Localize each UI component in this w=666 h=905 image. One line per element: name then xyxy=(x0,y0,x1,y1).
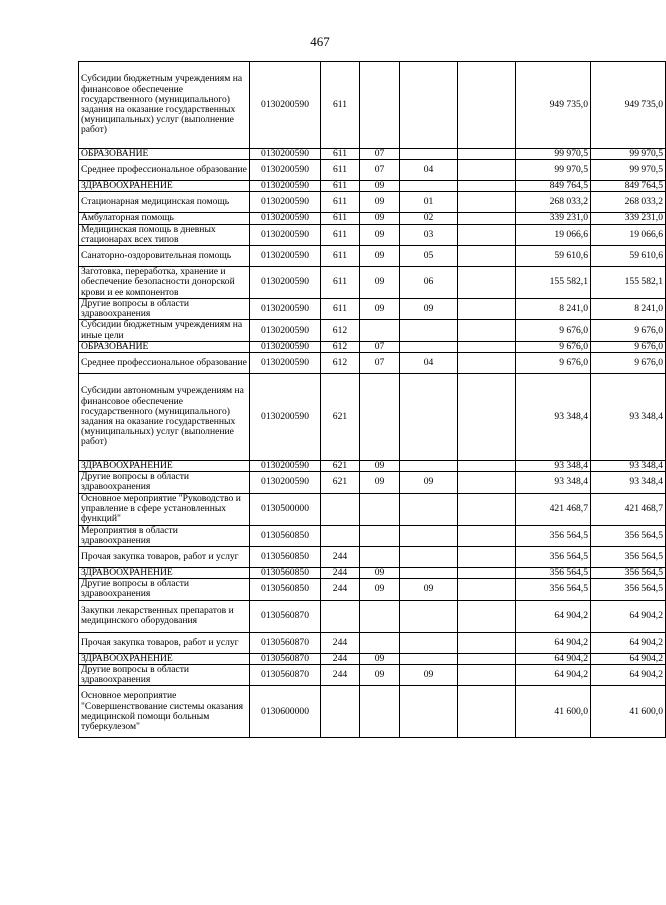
row-target-code: 0130560850 xyxy=(250,525,321,546)
row-name: Стационарная медицинская помощь xyxy=(79,192,250,213)
row-name: Основное мероприятие "Совершенствование системы оказания медицинской помощи больным туберкулезом" xyxy=(79,686,250,738)
table-row xyxy=(79,341,666,352)
table-row xyxy=(79,600,666,632)
row-target-code: 0130200590 xyxy=(250,341,321,352)
row-name: Субсидии бюджетным учреждениям на финансовое обеспечение государственного (муниципального) задания на оказание государственных (муниципальных) услуг (выполнение работ) xyxy=(79,62,250,149)
row-name: Среднее профессиональное образование xyxy=(79,353,250,374)
row-section: 07 xyxy=(360,160,400,181)
row-subsection: 06 xyxy=(400,267,458,299)
row-expense-type: 244 xyxy=(321,653,360,664)
row-amount-2: 93 348,4 xyxy=(591,374,666,461)
row-section: 09 xyxy=(360,213,400,224)
row-amount-1: 64 904,2 xyxy=(516,632,591,653)
row-expense-type: 612 xyxy=(321,353,360,374)
row-name: ЗДРАВООХРАНЕНИЕ xyxy=(79,653,250,664)
row-section: 09 xyxy=(360,192,400,213)
row-amount-1: 356 564,5 xyxy=(516,525,591,546)
row-expense-type: 244 xyxy=(321,664,360,685)
row-amount-2: 356 564,5 xyxy=(591,568,666,579)
row-section: 09 xyxy=(360,461,400,472)
row-name: Закупки лекарственных препаратов и медицинского оборудования xyxy=(79,600,250,632)
row-section: 07 xyxy=(360,341,400,352)
row-empty-cell xyxy=(458,686,516,738)
row-amount-1: 99 970,5 xyxy=(516,149,591,160)
row-target-code: 0130200590 xyxy=(250,224,321,245)
table-row xyxy=(79,493,666,525)
row-subsection xyxy=(400,525,458,546)
table-row xyxy=(79,525,666,546)
row-amount-2: 339 231,0 xyxy=(591,213,666,224)
row-subsection xyxy=(400,149,458,160)
table-row xyxy=(79,181,666,192)
row-section: 09 xyxy=(360,246,400,267)
table-body xyxy=(79,62,666,738)
row-section xyxy=(360,686,400,738)
row-target-code: 0130560870 xyxy=(250,664,321,685)
row-subsection xyxy=(400,461,458,472)
row-section: 09 xyxy=(360,181,400,192)
row-name: Другие вопросы в области здравоохранения xyxy=(79,472,250,493)
row-name: Прочая закупка товаров, работ и услуг xyxy=(79,547,250,568)
row-amount-1: 356 564,5 xyxy=(516,547,591,568)
row-subsection: 04 xyxy=(400,160,458,181)
row-expense-type: 611 xyxy=(321,299,360,320)
row-section: 09 xyxy=(360,653,400,664)
row-empty-cell xyxy=(458,149,516,160)
row-amount-1: 356 564,5 xyxy=(516,579,591,600)
row-target-code: 0130560850 xyxy=(250,547,321,568)
row-amount-1: 59 610,6 xyxy=(516,246,591,267)
row-amount-2: 59 610,6 xyxy=(591,246,666,267)
row-target-code: 0130560870 xyxy=(250,632,321,653)
row-amount-2: 64 904,2 xyxy=(591,653,666,664)
row-name: Прочая закупка товаров, работ и услуг xyxy=(79,632,250,653)
row-name: ЗДРАВООХРАНЕНИЕ xyxy=(79,461,250,472)
row-name: ЗДРАВООХРАНЕНИЕ xyxy=(79,181,250,192)
row-amount-2: 155 582,1 xyxy=(591,267,666,299)
table-row xyxy=(79,547,666,568)
row-amount-1: 155 582,1 xyxy=(516,267,591,299)
row-target-code: 0130200590 xyxy=(250,149,321,160)
row-amount-1: 64 904,2 xyxy=(516,664,591,685)
row-empty-cell xyxy=(458,579,516,600)
row-empty-cell xyxy=(458,267,516,299)
row-expense-type: 244 xyxy=(321,632,360,653)
row-target-code: 0130200590 xyxy=(250,472,321,493)
row-subsection xyxy=(400,547,458,568)
row-amount-2: 421 468,7 xyxy=(591,493,666,525)
row-expense-type: 612 xyxy=(321,320,360,341)
row-name: Основное мероприятие "Руководство и управление в сфере установленных функций" xyxy=(79,493,250,525)
row-expense-type: 611 xyxy=(321,181,360,192)
row-section: 09 xyxy=(360,267,400,299)
row-amount-2: 64 904,2 xyxy=(591,664,666,685)
row-expense-type xyxy=(321,493,360,525)
table-row xyxy=(79,374,666,461)
table-row xyxy=(79,579,666,600)
row-empty-cell xyxy=(458,653,516,664)
row-subsection: 09 xyxy=(400,299,458,320)
row-expense-type: 611 xyxy=(321,224,360,245)
row-amount-1: 339 231,0 xyxy=(516,213,591,224)
row-expense-type: 611 xyxy=(321,62,360,149)
row-subsection xyxy=(400,653,458,664)
row-target-code: 0130200590 xyxy=(250,62,321,149)
row-target-code: 0130200590 xyxy=(250,246,321,267)
row-empty-cell xyxy=(458,181,516,192)
row-empty-cell xyxy=(458,353,516,374)
row-target-code: 0130200590 xyxy=(250,181,321,192)
row-section: 09 xyxy=(360,299,400,320)
table-row xyxy=(79,62,666,149)
row-subsection: 04 xyxy=(400,353,458,374)
row-amount-1: 9 676,0 xyxy=(516,341,591,352)
table-row xyxy=(79,320,666,341)
row-empty-cell xyxy=(458,62,516,149)
row-amount-2: 9 676,0 xyxy=(591,353,666,374)
row-amount-1: 41 600,0 xyxy=(516,686,591,738)
row-name: Заготовка, переработка, хранение и обеспечение безопасности донорской крови и ее компонентов xyxy=(79,267,250,299)
row-target-code: 0130200590 xyxy=(250,461,321,472)
row-target-code: 0130560850 xyxy=(250,568,321,579)
row-empty-cell xyxy=(458,600,516,632)
page-number: 467 xyxy=(310,34,330,49)
row-subsection xyxy=(400,341,458,352)
row-section: 09 xyxy=(360,472,400,493)
row-subsection: 09 xyxy=(400,579,458,600)
row-section xyxy=(360,374,400,461)
row-empty-cell xyxy=(458,246,516,267)
table-row xyxy=(79,160,666,181)
row-section: 07 xyxy=(360,353,400,374)
row-amount-2: 8 241,0 xyxy=(591,299,666,320)
row-target-code: 0130200590 xyxy=(250,320,321,341)
row-empty-cell xyxy=(458,664,516,685)
row-section: 09 xyxy=(360,664,400,685)
row-target-code: 0130560850 xyxy=(250,579,321,600)
row-expense-type: 611 xyxy=(321,213,360,224)
row-target-code: 0130200590 xyxy=(250,299,321,320)
row-name: Другие вопросы в области здравоохранения xyxy=(79,299,250,320)
row-empty-cell xyxy=(458,224,516,245)
row-empty-cell xyxy=(458,632,516,653)
row-empty-cell xyxy=(458,341,516,352)
row-amount-2: 64 904,2 xyxy=(591,600,666,632)
row-expense-type: 611 xyxy=(321,160,360,181)
row-name: ОБРАЗОВАНИЕ xyxy=(79,149,250,160)
row-amount-1: 99 970,5 xyxy=(516,160,591,181)
row-expense-type: 612 xyxy=(321,341,360,352)
row-amount-1: 8 241,0 xyxy=(516,299,591,320)
row-expense-type: 611 xyxy=(321,246,360,267)
row-amount-2: 949 735,0 xyxy=(591,62,666,149)
row-empty-cell xyxy=(458,192,516,213)
row-empty-cell xyxy=(458,547,516,568)
row-target-code: 0130200590 xyxy=(250,374,321,461)
row-subsection xyxy=(400,686,458,738)
row-target-code: 0130560870 xyxy=(250,600,321,632)
row-subsection: 02 xyxy=(400,213,458,224)
row-name: Санаторно-оздоровительная помощь xyxy=(79,246,250,267)
row-amount-2: 93 348,4 xyxy=(591,472,666,493)
row-section xyxy=(360,493,400,525)
row-subsection: 01 xyxy=(400,192,458,213)
row-name: Медицинская помощь в дневных стационарах всех типов xyxy=(79,224,250,245)
row-expense-type xyxy=(321,686,360,738)
row-subsection: 09 xyxy=(400,664,458,685)
row-amount-2: 268 033,2 xyxy=(591,192,666,213)
row-target-code: 0130500000 xyxy=(250,493,321,525)
row-amount-2: 9 676,0 xyxy=(591,341,666,352)
row-expense-type xyxy=(321,525,360,546)
table-row xyxy=(79,224,666,245)
row-subsection xyxy=(400,600,458,632)
row-amount-2: 849 764,5 xyxy=(591,181,666,192)
row-target-code: 0130200590 xyxy=(250,213,321,224)
table-row xyxy=(79,461,666,472)
row-section: 09 xyxy=(360,579,400,600)
row-expense-type: 611 xyxy=(321,267,360,299)
table-row xyxy=(79,653,666,664)
table-row xyxy=(79,149,666,160)
row-empty-cell xyxy=(458,320,516,341)
row-empty-cell xyxy=(458,568,516,579)
row-name: Субсидии бюджетным учреждениям на иные цели xyxy=(79,320,250,341)
row-name: Субсидии автономным учреждениям на финансовое обеспечение государственного (муниципального) задания на оказание государственных (муниципальных) услуг (выполнение работ) xyxy=(79,374,250,461)
row-amount-1: 268 033,2 xyxy=(516,192,591,213)
row-amount-1: 93 348,4 xyxy=(516,472,591,493)
row-amount-2: 99 970,5 xyxy=(591,149,666,160)
row-name: Среднее профессиональное образование xyxy=(79,160,250,181)
row-amount-2: 19 066,6 xyxy=(591,224,666,245)
row-empty-cell xyxy=(458,160,516,181)
row-amount-1: 9 676,0 xyxy=(516,320,591,341)
table-row xyxy=(79,472,666,493)
row-section: 09 xyxy=(360,568,400,579)
row-name: Другие вопросы в области здравоохранения xyxy=(79,579,250,600)
row-section xyxy=(360,600,400,632)
row-target-code: 0130600000 xyxy=(250,686,321,738)
row-expense-type: 244 xyxy=(321,547,360,568)
row-empty-cell xyxy=(458,374,516,461)
row-amount-2: 356 564,5 xyxy=(591,579,666,600)
row-section: 09 xyxy=(360,224,400,245)
row-amount-2: 9 676,0 xyxy=(591,320,666,341)
row-empty-cell xyxy=(458,525,516,546)
row-subsection xyxy=(400,493,458,525)
table-row xyxy=(79,664,666,685)
row-empty-cell xyxy=(458,213,516,224)
row-amount-2: 93 348,4 xyxy=(591,461,666,472)
row-name: Другие вопросы в области здравоохранения xyxy=(79,664,250,685)
table-row xyxy=(79,686,666,738)
row-target-code: 0130560870 xyxy=(250,653,321,664)
row-amount-1: 849 764,5 xyxy=(516,181,591,192)
row-expense-type: 621 xyxy=(321,461,360,472)
row-empty-cell xyxy=(458,461,516,472)
row-section xyxy=(360,525,400,546)
row-subsection: 09 xyxy=(400,472,458,493)
row-subsection xyxy=(400,374,458,461)
row-empty-cell xyxy=(458,299,516,320)
table-row xyxy=(79,568,666,579)
table-row xyxy=(79,353,666,374)
row-amount-1: 9 676,0 xyxy=(516,353,591,374)
table-row xyxy=(79,632,666,653)
row-target-code: 0130200590 xyxy=(250,192,321,213)
row-amount-1: 64 904,2 xyxy=(516,600,591,632)
row-name: ОБРАЗОВАНИЕ xyxy=(79,341,250,352)
row-section xyxy=(360,320,400,341)
row-target-code: 0130200590 xyxy=(250,353,321,374)
table-row xyxy=(79,246,666,267)
row-amount-1: 64 904,2 xyxy=(516,653,591,664)
table-row xyxy=(79,213,666,224)
row-expense-type xyxy=(321,600,360,632)
budget-table xyxy=(78,61,666,738)
row-amount-2: 356 564,5 xyxy=(591,547,666,568)
row-empty-cell xyxy=(458,472,516,493)
row-section: 07 xyxy=(360,149,400,160)
table-row xyxy=(79,299,666,320)
row-expense-type: 611 xyxy=(321,149,360,160)
row-subsection: 05 xyxy=(400,246,458,267)
table-row xyxy=(79,267,666,299)
row-expense-type: 621 xyxy=(321,472,360,493)
row-subsection xyxy=(400,181,458,192)
row-section xyxy=(360,547,400,568)
row-amount-2: 64 904,2 xyxy=(591,632,666,653)
row-amount-1: 93 348,4 xyxy=(516,461,591,472)
row-subsection xyxy=(400,632,458,653)
row-target-code: 0130200590 xyxy=(250,160,321,181)
row-subsection: 03 xyxy=(400,224,458,245)
row-section xyxy=(360,62,400,149)
row-expense-type: 611 xyxy=(321,192,360,213)
row-subsection xyxy=(400,62,458,149)
row-expense-type: 621 xyxy=(321,374,360,461)
row-amount-1: 421 468,7 xyxy=(516,493,591,525)
row-subsection xyxy=(400,320,458,341)
row-expense-type: 244 xyxy=(321,579,360,600)
row-amount-1: 19 066,6 xyxy=(516,224,591,245)
row-empty-cell xyxy=(458,493,516,525)
row-amount-1: 949 735,0 xyxy=(516,62,591,149)
row-amount-2: 41 600,0 xyxy=(591,686,666,738)
row-amount-1: 93 348,4 xyxy=(516,374,591,461)
row-amount-2: 356 564,5 xyxy=(591,525,666,546)
row-section xyxy=(360,632,400,653)
row-name: Амбулаторная помощь xyxy=(79,213,250,224)
row-target-code: 0130200590 xyxy=(250,267,321,299)
row-name: Мероприятия в области здравоохранения xyxy=(79,525,250,546)
row-amount-1: 356 564,5 xyxy=(516,568,591,579)
table-row xyxy=(79,192,666,213)
row-name: ЗДРАВООХРАНЕНИЕ xyxy=(79,568,250,579)
row-expense-type: 244 xyxy=(321,568,360,579)
row-subsection xyxy=(400,568,458,579)
row-amount-2: 99 970,5 xyxy=(591,160,666,181)
